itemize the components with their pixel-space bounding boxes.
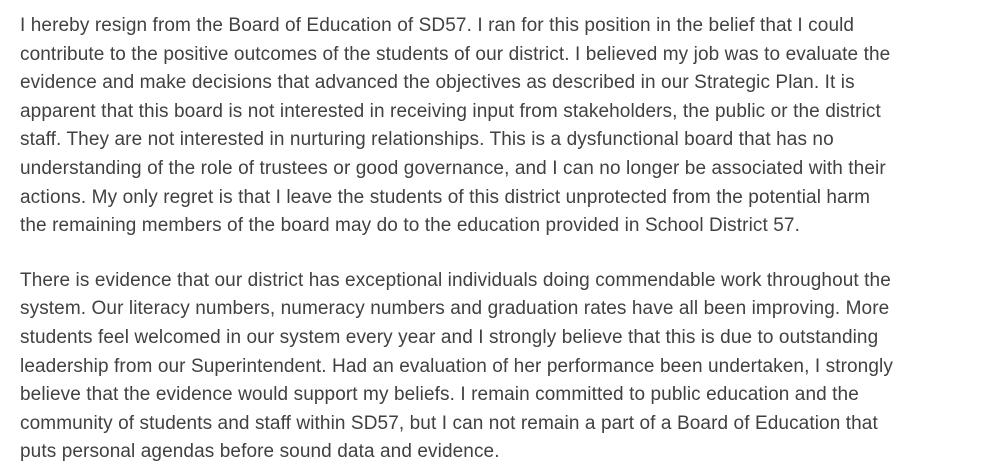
letter-line: system. Our literacy numbers, numeracy numbers and graduation rates have all been improving. More bbox=[20, 298, 890, 320]
letter-line: students feel welcomed in our system every year and I strongly believe that this is due to outstanding bbox=[20, 326, 879, 348]
letter-line: actions. My only regret is that I leave the students of this district unprotected from the potential harm bbox=[20, 186, 871, 208]
letter-line: contribute to the positive outcomes of the students of our district. I believed my job was to evaluate the bbox=[20, 43, 891, 65]
letter-line: the remaining members of the board may do to the education provided in School District 57. bbox=[20, 215, 800, 237]
letter-line: community of students and staff within SD57, but I can not remain a part of a Board of Education that bbox=[20, 412, 878, 434]
letter-body bbox=[20, 12, 965, 471]
letter-line: evidence and make decisions that advanced the objectives as described in our Strategic Plan. It is bbox=[20, 72, 855, 94]
letter-line: understanding of the role of trustees or good governance, and I can no longer be associated with their bbox=[20, 157, 886, 179]
letter-line: puts personal agendas before sound data and evidence. bbox=[20, 441, 500, 463]
letter-line: leadership from our Superintendent. Had an evaluation of her performance been undertaken, I strongly bbox=[20, 355, 893, 377]
letter-paragraph-evidence bbox=[20, 267, 965, 467]
letter-line: believe that the evidence would support my beliefs. I remain committed to public education and the bbox=[20, 384, 859, 406]
letter-line: I hereby resign from the Board of Education of SD57. I ran for this position in the belief that I could bbox=[20, 15, 855, 36]
letter-paragraph-resignation bbox=[20, 12, 965, 241]
letter-line: apparent that this board is not interested in receiving input from stakeholders, the public or the district bbox=[20, 100, 881, 122]
letter-line: staff. They are not interested in nurturing relationships. This is a dysfunctional board that has no bbox=[20, 129, 834, 151]
letter-line: There is evidence that our district has exceptional individuals doing commendable work throughout the bbox=[20, 269, 891, 291]
